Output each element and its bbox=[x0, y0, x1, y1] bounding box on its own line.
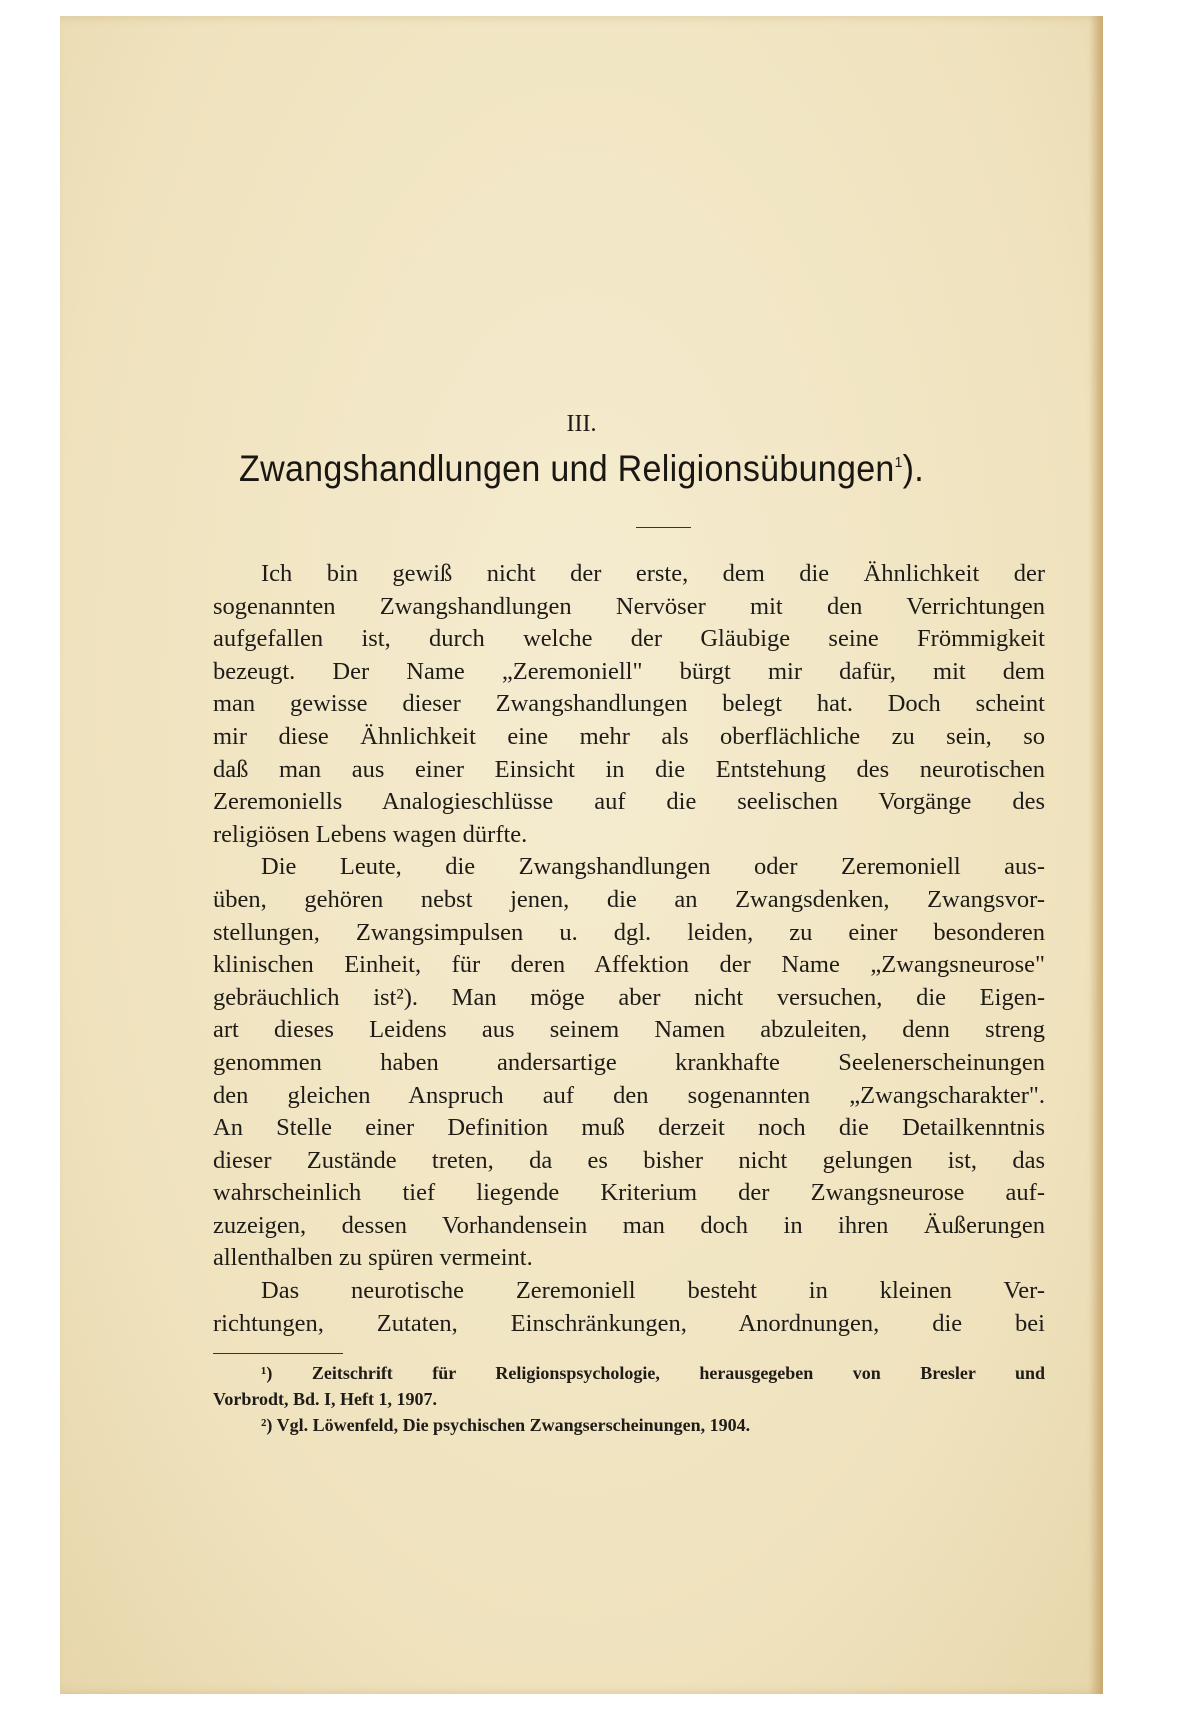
text-line: man gewisse dieser Zwangshandlungen belegt hat. Doch scheint bbox=[213, 690, 1045, 718]
text-line: den gleichen Anspruch auf den sogenannten „Zwangscharakter". bbox=[213, 1081, 1045, 1109]
title-divider bbox=[636, 527, 691, 528]
text-line: stellungen, Zwangsimpulsen u. dgl. leiden, zu einer besonderen bbox=[213, 918, 1045, 946]
text-line: Die Leute, die Zwangshandlungen oder Zeremoniell aus- bbox=[261, 853, 1045, 881]
text-line: dieser Zustände treten, da es bisher nicht gelungen ist, das bbox=[213, 1146, 1045, 1174]
text-line: Zeremoniells Analogieschlüsse auf die seelischen Vorgänge des bbox=[213, 788, 1045, 816]
chapter-title-suffix: ). bbox=[902, 448, 924, 489]
text-line: wahrscheinlich tief liegende Kriterium der Zwangsneurose auf- bbox=[213, 1179, 1045, 1207]
chapter-title bbox=[102, 448, 1062, 490]
chapter-numeral: III. bbox=[566, 411, 597, 437]
text-line: richtungen, Zutaten, Einschränkungen, Anordnungen, die bei bbox=[213, 1309, 1045, 1337]
text-line: religiösen Lebens wagen dürfte. bbox=[213, 820, 528, 848]
text-line: Das neurotische Zeremoniell besteht in kleinen Ver- bbox=[261, 1277, 1045, 1305]
footnote-divider bbox=[213, 1353, 343, 1354]
footnotes bbox=[213, 1360, 1045, 1438]
book-page bbox=[60, 16, 1103, 1694]
text-line: allenthalben zu spüren vermeint. bbox=[213, 1244, 533, 1272]
text-line: daß man aus einer Einsicht in die Entstehung des neurotischen bbox=[213, 755, 1045, 783]
text-line: gebräuchlich ist²). Man möge aber nicht versuchen, die Eigen- bbox=[213, 983, 1045, 1011]
text-line: sogenannten Zwangshandlungen Nervöser mit den Verrichtungen bbox=[213, 592, 1045, 620]
footnote-line: ²) Vgl. Löwenfeld, Die psychischen Zwangserscheinungen, 1904. bbox=[261, 1415, 751, 1435]
text-line: klinischen Einheit, für deren Affektion der Name „Zwangsneurose" bbox=[213, 951, 1045, 979]
text-line: Ich bin gewiß nicht der erste, dem die Ähnlichkeit der bbox=[261, 560, 1045, 587]
text-line: genommen haben andersartige krankhafte Seelenerscheinungen bbox=[213, 1048, 1045, 1076]
page-edge-shading bbox=[1089, 16, 1103, 1694]
text-line: bezeugt. Der Name „Zeremoniell" bürgt mir dafür, mit dem bbox=[213, 657, 1045, 685]
chapter-title-text: Zwangshandlungen und Religionsübungen bbox=[239, 448, 895, 489]
footnote-line: ¹) Zeitschrift für Religionspsychologie, herausgegeben von Bresler und bbox=[261, 1363, 1045, 1383]
text-line: üben, gehören nebst jenen, die an Zwangsdenken, Zwangsvor- bbox=[213, 885, 1045, 913]
text-line: zuzeigen, dessen Vorhandensein man doch in ihren Äußerungen bbox=[213, 1211, 1045, 1239]
text-line: aufgefallen ist, durch welche der Gläubige seine Frömmigkeit bbox=[213, 625, 1045, 653]
text-line: An Stelle einer Definition muß derzeit noch die Detailkenntnis bbox=[213, 1114, 1045, 1142]
title-footnote-marker: 1 bbox=[894, 454, 903, 471]
text-line: art dieses Leidens aus seinem Namen abzuleiten, denn streng bbox=[213, 1016, 1045, 1044]
footnote-line: Vorbrodt, Bd. I, Heft 1, 1907. bbox=[213, 1389, 438, 1409]
body-text bbox=[213, 558, 1045, 1340]
text-line: mir diese Ähnlichkeit eine mehr als oberflächliche zu sein, so bbox=[213, 722, 1045, 750]
